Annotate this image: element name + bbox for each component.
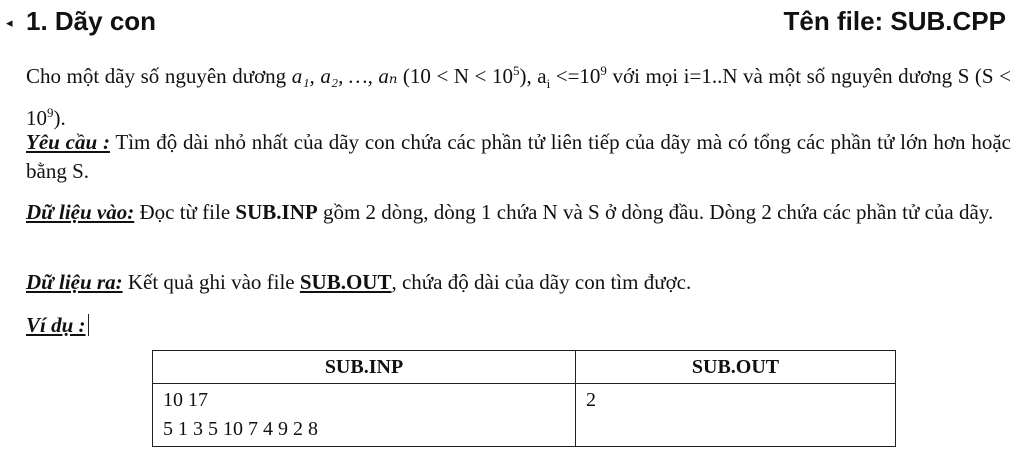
output-paragraph — [26, 268, 1011, 297]
requirement-text: Tìm độ dài nhỏ nhất của dãy con chứa các phần tử liên tiếp của dãy mà có tổng các phần tử lớn hơn hoặc bằng S. — [26, 130, 1011, 183]
intro-text-4: <=10 — [550, 64, 601, 88]
exponent-9-b: 9 — [47, 105, 54, 121]
example-paragraph — [26, 311, 1011, 340]
input-text-2: gồm 2 dòng, dòng 1 chứa N và S ở dòng đầu. Dòng 2 chứa các phần tử của dãy. — [317, 200, 994, 224]
exponent-9-a: 9 — [600, 63, 607, 78]
output-label: Dữ liệu ra: — [26, 270, 123, 294]
intro-text-1: Cho một dãy số nguyên dương — [26, 64, 292, 88]
input-text-1: Đọc từ file — [134, 200, 236, 224]
table-header-row — [153, 351, 896, 384]
sequence-notation: a₁, a₂, …, aₙ — [291, 64, 398, 88]
output-text-2: , chứa độ dài của dãy con tìm được. — [391, 270, 692, 294]
input-line-1: 10 17 — [163, 389, 208, 411]
input-file-name: SUB.INP — [235, 200, 318, 224]
input-label: Dữ liệu vào: — [26, 200, 135, 224]
requirement-paragraph — [26, 128, 1011, 186]
exponent-5: 5 — [512, 63, 520, 78]
text-cursor — [88, 314, 89, 336]
collapse-triangle-icon[interactable]: ◂ — [6, 15, 13, 30]
table-row — [153, 384, 896, 447]
intro-text-3: ), a — [519, 64, 547, 88]
input-line-2: 5 1 3 5 10 7 4 9 2 8 — [163, 418, 318, 440]
output-cell — [576, 384, 896, 447]
section-heading — [6, 2, 1006, 42]
subscript-i: i — [546, 76, 551, 92]
intro-text-6: ). — [53, 106, 66, 131]
file-name-label: Tên file: SUB.CPP — [783, 6, 1006, 36]
requirement-label: Yêu cầu : — [26, 130, 110, 154]
problem-title: 1. Dãy con — [26, 6, 157, 36]
header-sub-out: SUB.OUT — [576, 351, 896, 384]
intro-paragraph — [26, 56, 1011, 133]
input-paragraph — [26, 198, 1011, 227]
output-text-1: Kết quả ghi vào file — [122, 270, 300, 294]
intro-text-2: (10 < N < 10 — [397, 64, 513, 88]
output-line-1: 2 — [586, 389, 596, 411]
header-sub-inp: SUB.INP — [153, 351, 576, 384]
example-table — [152, 350, 896, 447]
intro-text-5: với mọi i=1..N và một số nguyên dương S (S < 10 — [26, 64, 1011, 131]
input-cell — [153, 384, 576, 447]
example-label: Ví dụ : — [26, 313, 86, 337]
output-file-name: SUB.OUT — [299, 270, 392, 294]
